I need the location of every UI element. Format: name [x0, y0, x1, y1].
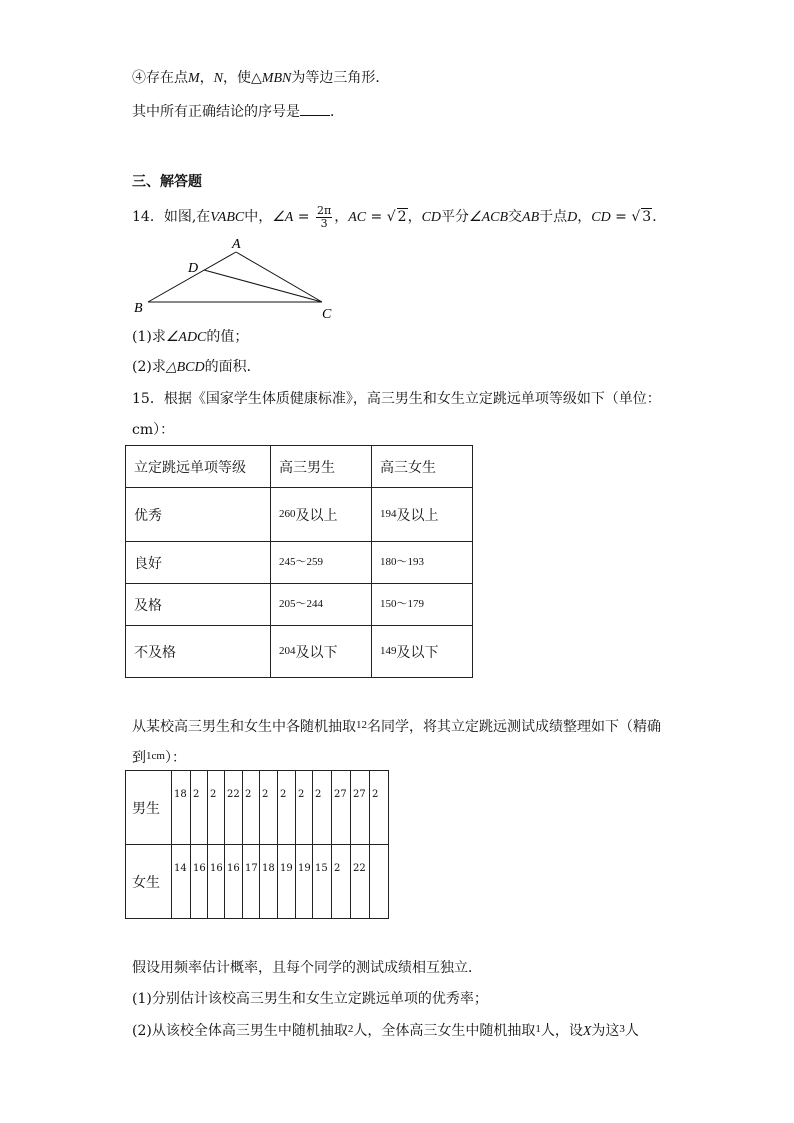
q14-cd2: CD	[591, 210, 611, 225]
male-cell	[271, 488, 372, 542]
male-num: 245～259	[279, 556, 323, 568]
female-score: 22	[351, 845, 370, 919]
male-text: 及以上	[295, 507, 338, 524]
q14-eq3: =	[610, 209, 632, 225]
q13-item4-suffix: 为等边三角形．	[291, 70, 390, 86]
triangle-figure	[128, 234, 348, 324]
female-score: 14	[172, 845, 191, 919]
q14-at-point: 于点	[539, 209, 568, 225]
q14-part1-suffix: 的值；	[206, 329, 249, 345]
female-score: 16	[191, 845, 208, 919]
label-a: A	[232, 237, 241, 252]
table-row	[126, 626, 473, 678]
q13-item4	[132, 68, 389, 89]
header-grade: 立定跳远单项等级	[126, 446, 271, 488]
grade-cell: 优秀	[126, 488, 271, 542]
male-score: 2	[243, 771, 260, 845]
q14-cross: 交	[508, 209, 523, 225]
label-b: B	[134, 301, 143, 316]
q14-sqrt3: 3	[642, 209, 652, 225]
q14-part1-angle: ∠ADC	[165, 330, 207, 345]
male-row	[126, 771, 389, 845]
male-num: 204	[279, 644, 296, 657]
segment-ac	[236, 252, 322, 302]
female-num: 150～179	[380, 598, 424, 610]
q14-comma3: ，	[577, 209, 592, 225]
q14-comma1: ，	[334, 209, 349, 225]
male-score: 2	[208, 771, 225, 845]
sample-unit: 1cm	[146, 750, 165, 762]
part2-text-c: 人，设	[540, 1023, 583, 1039]
female-cell	[372, 542, 473, 584]
point-n: N	[213, 71, 224, 86]
female-num: 194	[380, 507, 397, 520]
scores-table	[125, 770, 389, 919]
q13-item4-mid: ，使	[223, 70, 252, 86]
q14-angle-acb: ∠ACB	[469, 210, 509, 225]
female-text: 及以上	[396, 507, 439, 524]
female-num: 149	[380, 644, 397, 657]
triangle-mbn: MBN	[261, 71, 292, 86]
table-row	[126, 584, 473, 626]
table-row	[126, 542, 473, 584]
header-female: 高三女生	[372, 446, 473, 488]
q14-ac: AC	[348, 210, 367, 225]
male-score: 27	[332, 771, 351, 845]
label-c: C	[322, 307, 332, 322]
male-score: 2	[313, 771, 332, 845]
sample-text-a: 从某校高三男生和女生中各随机抽取	[132, 719, 356, 735]
q15-intro-line2: cm）：	[132, 422, 175, 438]
part2-n1: 2	[347, 1023, 354, 1035]
label-d: D	[188, 261, 199, 276]
male-score: 2	[278, 771, 296, 845]
segment-cd	[204, 270, 322, 302]
male-score: 2	[370, 771, 389, 845]
q13-end-dot: ．	[330, 104, 344, 120]
sample-text-c: 到	[132, 750, 146, 766]
female-cell	[372, 584, 473, 626]
part2-text-a: (2)从该校全体高三男生中随机抽取	[132, 1023, 348, 1039]
q14-stem	[132, 204, 666, 231]
grade-cell: 不及格	[126, 626, 271, 678]
grade-cell: 良好	[126, 542, 271, 584]
female-row	[126, 845, 389, 919]
male-num: 260	[279, 507, 296, 520]
q15-sample-line2	[132, 746, 186, 768]
q13-item4-prefix: ④存在点	[132, 70, 188, 86]
male-num: 205～244	[279, 598, 323, 610]
part2-text-e: 人	[624, 1023, 639, 1039]
male-cell	[271, 584, 372, 626]
female-score: 15	[313, 845, 332, 919]
table-row	[126, 488, 473, 542]
sample-num: 12	[356, 719, 367, 731]
q14-part2-prefix: (2)求	[132, 359, 166, 375]
sep-comma: ，	[199, 70, 214, 86]
male-score: 27	[351, 771, 370, 845]
q15-assume: 假设用频率估计概率，且每个同学的测试成绩相互独立．	[132, 960, 482, 976]
q13-conclusion-text: 其中所有正确结论的序号是	[132, 104, 300, 120]
sqrt-icon: √	[386, 209, 396, 225]
table-header-row	[126, 446, 473, 488]
q14-bisect: 平分	[441, 209, 470, 225]
q14-v: V	[210, 210, 218, 225]
female-num: 180～193	[380, 556, 424, 568]
sample-text-d: ）：	[164, 750, 186, 766]
q14-part2-tri: △BCD	[165, 360, 205, 375]
point-m: M	[188, 71, 200, 86]
q14-part1-prefix: (1)求	[132, 329, 166, 345]
male-text: 及以下	[295, 644, 338, 661]
q14-cd: CD	[421, 210, 442, 225]
q14-angle-a: ∠A	[272, 210, 294, 225]
q14-dot: ．	[652, 209, 667, 225]
triangle-symbol: △	[251, 70, 262, 86]
answer-blank[interactable]	[300, 101, 330, 116]
q14-part2	[132, 357, 261, 378]
male-score: 2	[296, 771, 313, 845]
female-score: 16	[225, 845, 243, 919]
q14-sqrt2: 2	[397, 209, 407, 225]
part2-text-b: 人，全体高三女生中随机抽取	[353, 1023, 536, 1039]
q14-eq: =	[293, 209, 314, 225]
female-score: 16	[208, 845, 225, 919]
q14-zhong: 中，	[244, 209, 273, 225]
q14-prefix: 14．如图,在	[132, 209, 211, 225]
q14-eq2: =	[366, 209, 387, 225]
male-score: 2	[191, 771, 208, 845]
header-male: 高三男生	[271, 446, 372, 488]
female-cell	[372, 626, 473, 678]
q14-ab: AB	[522, 210, 540, 225]
q14-frac-den: 3	[320, 216, 328, 230]
standard-table	[125, 445, 473, 678]
segment-ab	[148, 252, 236, 302]
q15-sample-line1	[132, 715, 661, 737]
q15-part2	[132, 1019, 639, 1042]
q14-fraction	[316, 205, 332, 230]
female-score: 18	[260, 845, 278, 919]
q14-frac-num: 2π	[316, 203, 332, 217]
q14-abc: ABC	[217, 210, 245, 225]
sample-text-b: 名同学，将其立定跳远测试成绩整理如下（精确	[367, 719, 661, 735]
part2-n2: 1	[535, 1023, 541, 1035]
grade-cell: 及格	[126, 584, 271, 626]
q14-part2-suffix: 的面积．	[204, 359, 261, 375]
male-score: 22	[225, 771, 243, 845]
q14-d: D	[567, 210, 578, 225]
female-score: 2	[332, 845, 351, 919]
female-text: 及以下	[396, 644, 439, 661]
q15-part1: (1)分别估计该校高三男生和女生立定跳远单项的优秀率；	[132, 991, 488, 1007]
female-cell	[372, 488, 473, 542]
female-score-empty	[370, 845, 389, 919]
female-score: 19	[278, 845, 296, 919]
part2-n3: 3	[619, 1023, 625, 1035]
part2-x: X	[582, 1024, 592, 1039]
male-cell	[271, 542, 372, 584]
q13-conclusion	[132, 101, 344, 122]
sqrt-icon: √	[631, 209, 641, 225]
q14-part1	[132, 327, 248, 348]
female-score: 17	[243, 845, 260, 919]
male-label: 男生	[126, 771, 172, 845]
part2-text-d: 为这	[591, 1023, 620, 1039]
male-score: 2	[260, 771, 278, 845]
female-score: 19	[296, 845, 313, 919]
q15-intro-line1: 15．根据《国家学生体质健康标准》，高三男生和女生立定跳远单项等级如下（单位：	[132, 391, 661, 407]
section-title: 三、解答题	[132, 174, 202, 190]
male-score: 18	[172, 771, 191, 845]
female-label: 女生	[126, 845, 172, 919]
male-cell	[271, 626, 372, 678]
q14-comma2: ，	[407, 209, 422, 225]
